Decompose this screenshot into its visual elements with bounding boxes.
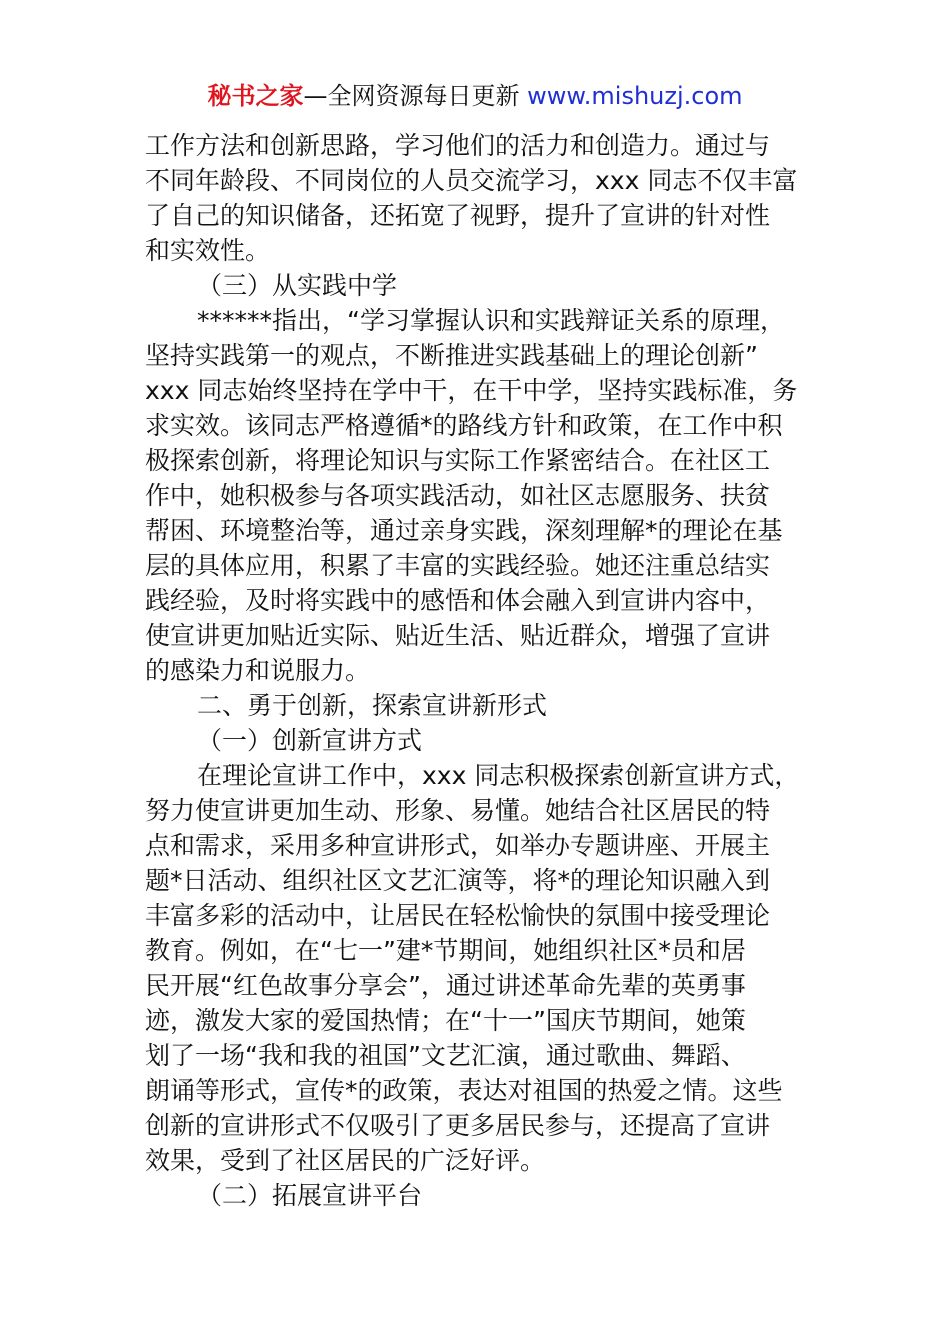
text-line: 坚持实践第一的观点，不断推进实践基础上的理论创新” — [145, 341, 758, 370]
site-header — [0, 80, 950, 112]
text-line: xxx 同志始终坚持在学中干，在干中学，坚持实践标准，务 — [145, 376, 798, 405]
text-line: ******指出，“学习掌握认识和实践辩证关系的原理， — [197, 306, 785, 335]
text-line: 划了一场“我和我的祖国”文艺汇演，通过歌曲、舞蹈、 — [145, 1041, 746, 1070]
text-line: 点和需求，采用多种宣讲形式，如举办专题讲座、开展主 — [145, 831, 771, 860]
text-line: 的感染力和说服力。 — [145, 656, 371, 685]
text-line: 创新的宣讲形式不仅吸引了更多居民参与，还提高了宣讲 — [145, 1111, 771, 1140]
text-line: 帮困、环境整治等，通过亲身实践，深刻理解*的理论在基 — [145, 516, 783, 545]
text-line: 迹，激发大家的爱国热情；在“十一”国庆节期间，她策 — [145, 1006, 746, 1035]
text-line: 层的具体应用，积累了丰富的实践经验。她还注重总结实 — [145, 551, 771, 580]
text-line: 不同年龄段、不同岗位的人员交流学习，xxx 同志不仅丰富 — [145, 166, 798, 195]
text-line: 极探索创新，将理论知识与实际工作紧密结合。在社区工 — [145, 446, 771, 475]
text-line: 工作方法和创新思路，学习他们的活力和创造力。通过与 — [145, 131, 771, 160]
section-heading-practice: （三）从实践中学 — [197, 271, 398, 300]
text-line: 题*日活动、组织社区文艺汇演等，将*的理论知识融入到 — [145, 866, 771, 895]
text-line: 朗诵等形式，宣传*的政策，表达对祖国的热爱之情。这些 — [145, 1076, 783, 1105]
text-line: 作中，她积极参与各项实践活动，如社区志愿服务、扶贫 — [145, 481, 771, 510]
text-line: 在理论宣讲工作中，xxx 同志积极探索创新宣讲方式， — [197, 761, 800, 790]
subsection-heading-platform: （二）拓展宣讲平台 — [197, 1181, 423, 1210]
text-line: 民开展“红色故事分享会”，通过讲述革命先辈的英勇事 — [145, 971, 746, 1000]
text-line: 使宣讲更加贴近实际、贴近生活、贴近群众，增强了宣讲 — [145, 621, 771, 650]
text-line: 努力使宣讲更加生动、形象、易懂。她结合社区居民的特 — [145, 796, 771, 825]
text-line: 了自己的知识储备，还拓宽了视野，提升了宣讲的针对性 — [145, 201, 771, 230]
section-heading-innovation: 二、勇于创新，探索宣讲新形式 — [197, 691, 548, 720]
text-line: 效果，受到了社区居民的广泛好评。 — [145, 1146, 546, 1175]
document-body — [145, 128, 845, 1213]
site-url-link[interactable]: www.mishuzj.com — [527, 82, 743, 110]
text-line: 求实效。该同志严格遵循*的路线方针和政策，在工作中积 — [145, 411, 783, 440]
text-line: 丰富多彩的活动中，让居民在轻松愉快的氛围中接受理论 — [145, 901, 771, 930]
brand-name: 秘书之家 — [207, 82, 304, 110]
header-tagline: —全网资源每日更新 — [303, 82, 520, 110]
text-line: 和实效性。 — [145, 236, 271, 265]
text-line: 教育。例如，在“七一”建*节期间，她组织社区*员和居 — [145, 936, 746, 965]
subsection-heading-methods: （一）创新宣讲方式 — [197, 726, 423, 755]
text-line: 践经验，及时将实践中的感悟和体会融入到宣讲内容中， — [145, 586, 771, 615]
